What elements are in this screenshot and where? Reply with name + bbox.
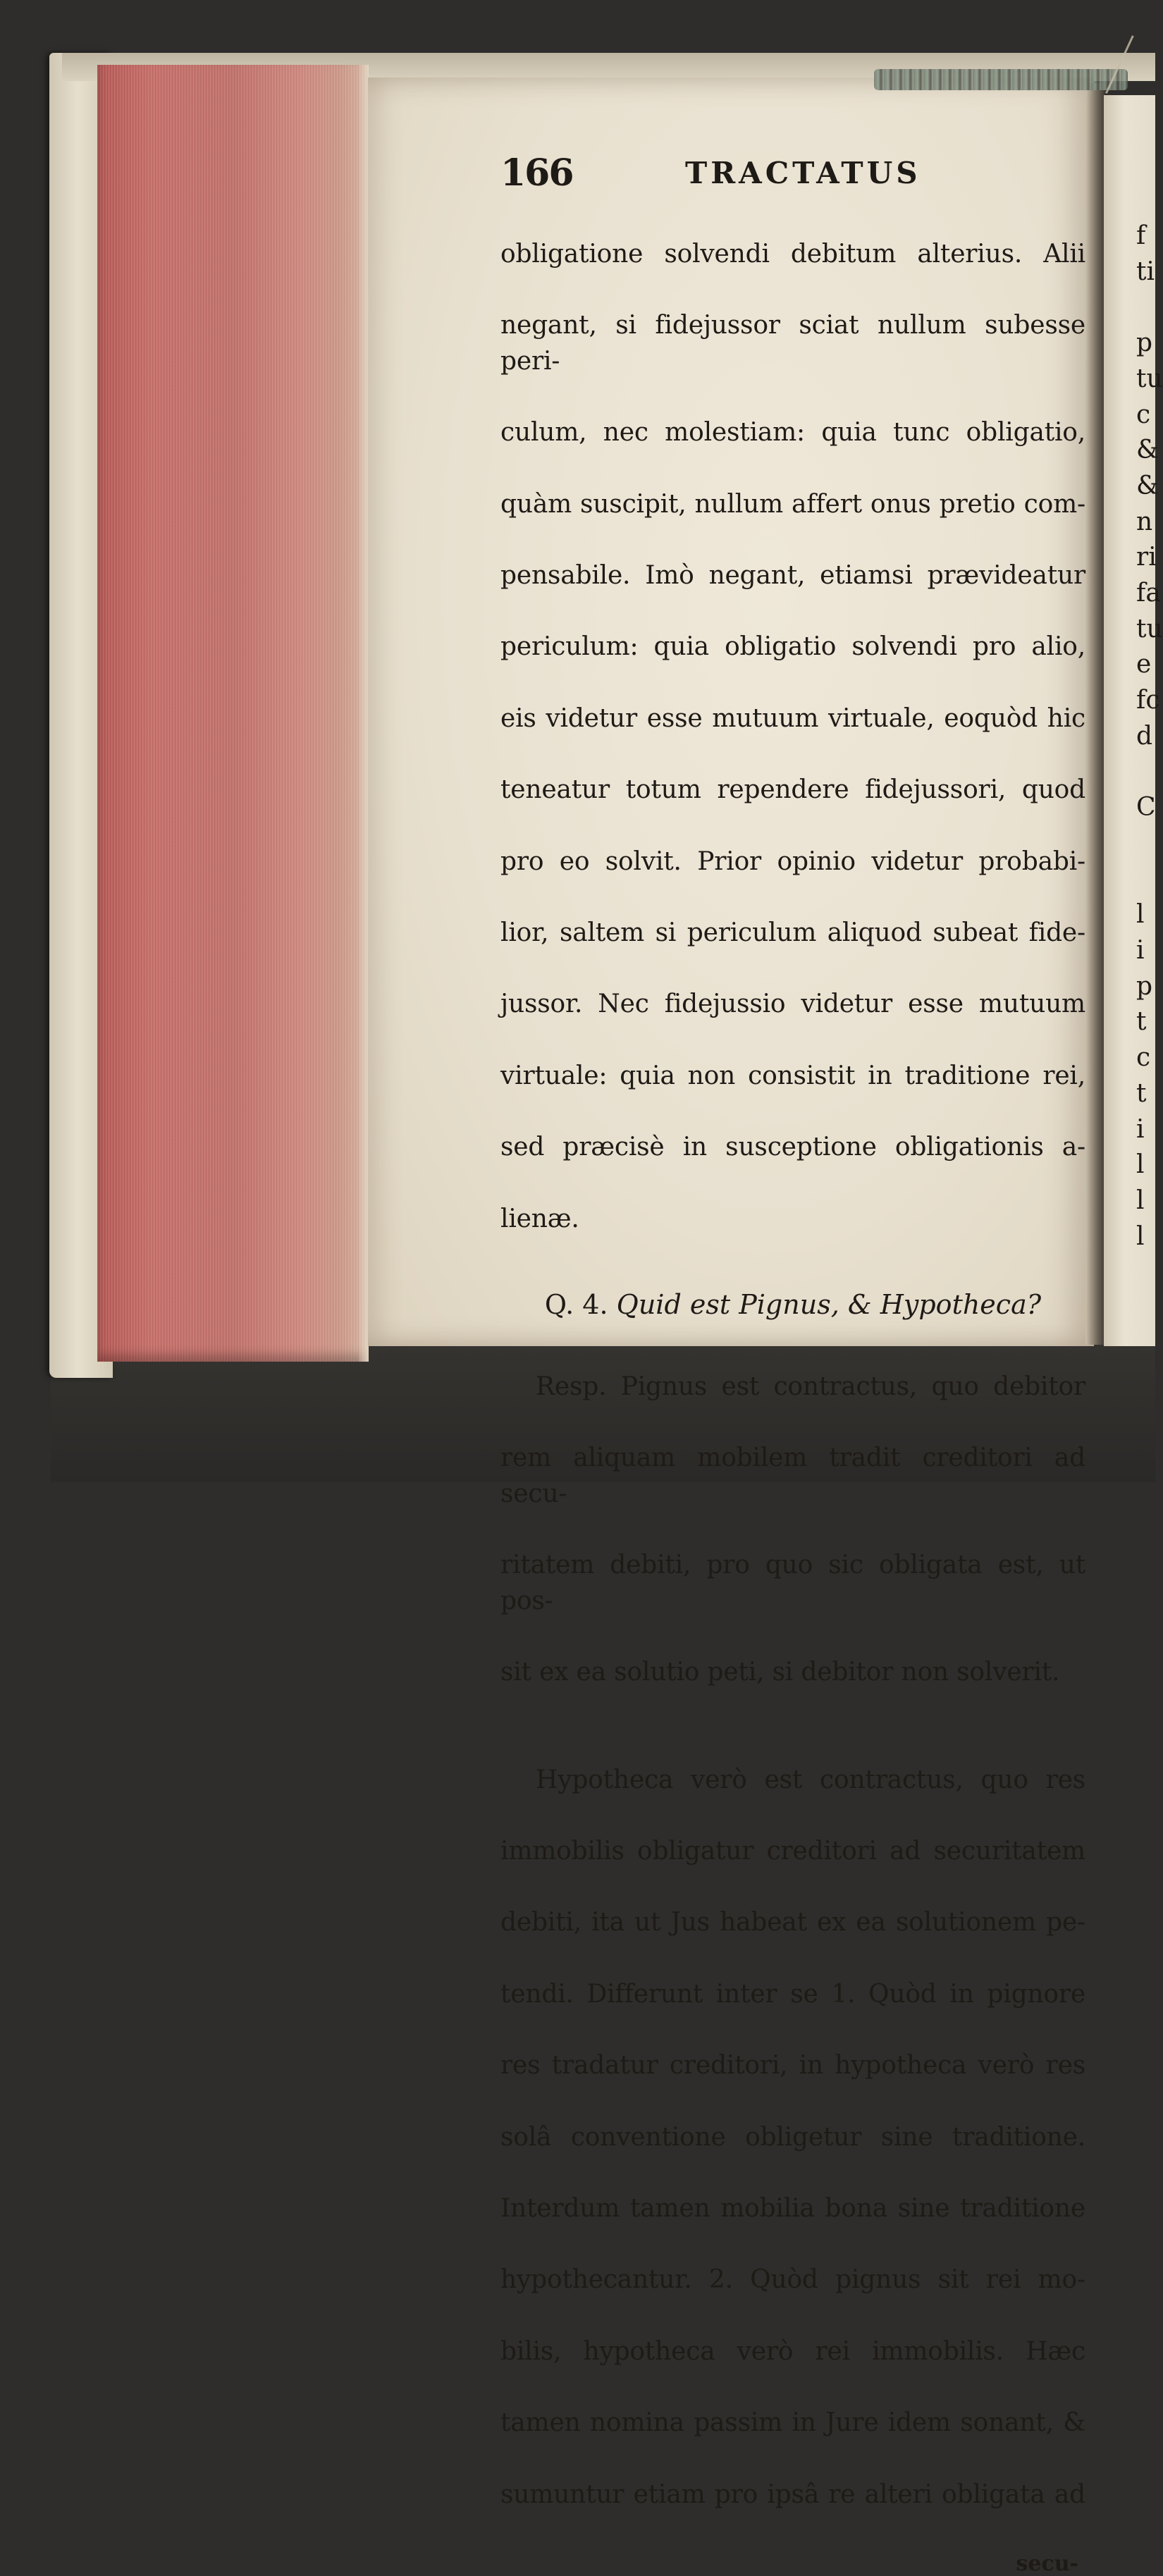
facing-page-fragment: tu bbox=[1136, 364, 1163, 393]
facing-page-fragment: c bbox=[1136, 400, 1151, 429]
facing-page-fragment: i bbox=[1136, 1114, 1145, 1144]
running-head bbox=[500, 152, 1085, 201]
text-line: virtuale: quia non consistit in traditione rei, bbox=[500, 1061, 1085, 1090]
text-line: tamen nomina passim in Jure idem sonant, & bbox=[500, 2408, 1085, 2438]
facing-page-fragment: p bbox=[1136, 328, 1153, 358]
facing-page-fragment: fc bbox=[1136, 686, 1160, 715]
text-line: quàm suscipit, nullum affert onus pretio com- bbox=[500, 489, 1085, 519]
facing-page-fragment: ti bbox=[1136, 257, 1155, 286]
text-line: sumuntur etiam pro ipsâ re alteri obligata ad bbox=[500, 2479, 1085, 2509]
text-line: res tradatur creditori, in hypotheca verò res bbox=[500, 2051, 1085, 2081]
text-line: sed præcisè in susceptione obligationis a- bbox=[500, 1133, 1085, 1162]
facing-page-fragment: ri bbox=[1136, 543, 1157, 572]
text-line: pensabile. Imò negant, etiamsi prævideatur bbox=[500, 561, 1085, 591]
catchword: secu- bbox=[1016, 2551, 1078, 2576]
text-line: periculum: quia obligatio solvendi pro alio, bbox=[500, 632, 1085, 662]
facing-page-fragment: f bbox=[1136, 221, 1146, 250]
facing-page-fragment: C bbox=[1136, 793, 1156, 822]
headband bbox=[874, 69, 1128, 90]
facing-page-fragment: l bbox=[1136, 1185, 1145, 1215]
text-line: hypothecantur. 2. Quòd pignus sit rei mo- bbox=[500, 2265, 1085, 2295]
text-line: pro eo solvit. Prior opinio videtur probabi- bbox=[500, 846, 1085, 876]
running-title: TRACTATUS bbox=[685, 156, 921, 190]
text-line: obligatione solvendi debitum alterius. Alii bbox=[500, 239, 1085, 269]
text-line: rem aliquam mobilem tradit creditori ad secu- bbox=[500, 1443, 1085, 1508]
facing-page-fragment bbox=[1136, 755, 1155, 791]
facing-page-fragment: e bbox=[1136, 650, 1152, 679]
paragraph-1 bbox=[500, 201, 1085, 1273]
text-line: Resp. Pignus est contractus, quo debitor bbox=[536, 1372, 1085, 1401]
facing-page-fragment: p bbox=[1136, 971, 1153, 1001]
facing-page-fragment: fa bbox=[1136, 579, 1161, 608]
text-line: debiti, ita ut Jus habeat ex ea solutionem pe- bbox=[500, 1908, 1085, 1937]
text-line: culum, nec molestiam: quia tunc obligatio, bbox=[500, 418, 1085, 448]
facing-page-fragment: l bbox=[1136, 1221, 1145, 1251]
text-line: lienæ. bbox=[500, 1204, 579, 1233]
paragraph-3 bbox=[500, 1727, 1085, 2549]
facing-page-fragment: c bbox=[1136, 1043, 1151, 1073]
facing-page-fragment bbox=[1136, 290, 1155, 326]
question-heading bbox=[500, 1287, 1085, 1322]
text-line: solâ conventione obligetur sine traditione. bbox=[500, 2122, 1085, 2152]
facing-page-fragment bbox=[1136, 826, 1155, 862]
text-line: Interdum tamen mobilia bona sine traditione bbox=[500, 2193, 1085, 2223]
question-number: Q. 4. bbox=[544, 1289, 608, 1321]
facing-page-fragment: tu bbox=[1136, 614, 1163, 643]
page-number: 166 bbox=[500, 152, 573, 195]
text-line: immobilis obligatur creditori ad securitatem bbox=[500, 1836, 1085, 1866]
facing-page-fragment bbox=[1136, 862, 1155, 898]
text-line: lior, saltem si periculum aliquod subeat fide- bbox=[500, 918, 1085, 948]
facing-page-fragment: d bbox=[1136, 721, 1153, 751]
text-line: Hypotheca verò est contractus, quo res bbox=[536, 1765, 1085, 1794]
facing-page-fragment: t bbox=[1136, 1078, 1147, 1108]
facing-page-fragment: & bbox=[1136, 436, 1159, 465]
text-line: teneatur totum rependere fidejussori, quod bbox=[500, 775, 1085, 805]
facing-page-fragment: n bbox=[1136, 507, 1153, 536]
paragraph-2 bbox=[500, 1333, 1085, 1727]
facing-page-text bbox=[1136, 218, 1163, 1255]
text-line: sit ex ea solutio peti, si debitor non solverit. bbox=[500, 1658, 1060, 1687]
facing-page-fragment: i bbox=[1136, 936, 1145, 966]
question-text: Quid est Pignus, & Hypotheca? bbox=[616, 1289, 1042, 1321]
book-gutter bbox=[1085, 83, 1105, 1345]
text-line: ritatem debiti, pro quo sic obligata est, ut pos- bbox=[500, 1551, 1085, 1616]
facing-page-fragment: l bbox=[1136, 1150, 1145, 1180]
facing-page-fragment: t bbox=[1136, 1007, 1147, 1037]
page-text-block bbox=[500, 152, 1085, 2576]
text-line: tendi. Differunt inter se 1. Quòd in pignore bbox=[500, 1979, 1085, 2009]
facing-page-fragment: l bbox=[1136, 900, 1145, 930]
text-line: eis videtur esse mutuum virtuale, eoquòd hic bbox=[500, 703, 1085, 733]
facing-page-fragment: & bbox=[1136, 471, 1159, 500]
red-sprinkled-page-edges bbox=[97, 65, 369, 1362]
text-line: negant, si fidejussor sciat nullum subesse peri- bbox=[500, 311, 1085, 376]
text-line: bilis, hypotheca verò rei immobilis. Hæc bbox=[500, 2336, 1085, 2366]
text-line: jussor. Nec fidejussio videtur esse mutuum bbox=[500, 990, 1085, 1019]
